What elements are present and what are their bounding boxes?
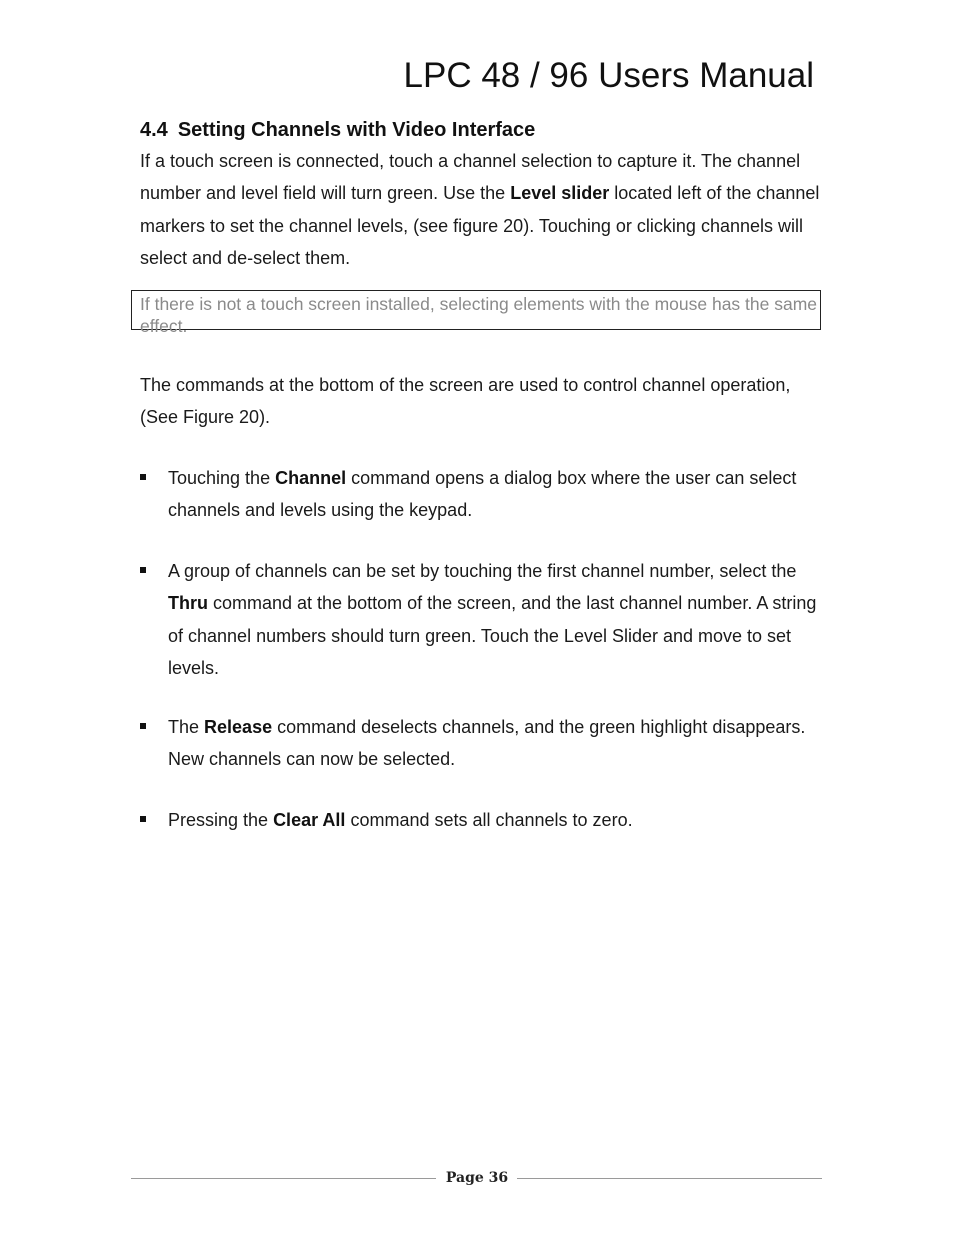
level-slider-term: Level slider: [510, 183, 610, 204]
section-title: Setting Channels with Video Interface: [177, 119, 536, 141]
note-text: If there is not a touch screen installed, selecting elements with the mouse has the same effect.: [140, 294, 818, 336]
bullet-square-icon: [140, 567, 146, 573]
bullet-text: [168, 804, 823, 836]
footer-divider-right: [517, 1178, 822, 1179]
bullet-text-before: Touching the: [168, 468, 276, 488]
section-heading: [140, 117, 535, 143]
bullet-text-before: The: [168, 717, 205, 737]
commands-intro-paragraph: The commands at the bottom of the screen are used to control channel operation, (See Figure 20).: [140, 375, 791, 428]
bullet-text: [168, 711, 823, 776]
thru-command-term: Thru: [168, 593, 208, 614]
intro-text-part2: located left of the channel markers to set the channel levels, (see figure 20). Touching or clicking channels will select and de-select them.: [140, 183, 820, 268]
intro-paragraph: [140, 145, 820, 274]
release-command-term: Release: [204, 717, 273, 737]
bullet-text: [168, 462, 823, 527]
bullet-square-icon: [140, 816, 146, 822]
intro-text-part1: If a touch screen is connected, touch a channel selection to capture it. The channel number and level field will turn green. Use the: [140, 151, 801, 204]
bullet-square-icon: [140, 474, 146, 480]
bullet-square-icon: [140, 723, 146, 729]
document-header-title: LPC 48 / 96 Users Manual: [403, 56, 814, 95]
bullet-text-after: command sets all channels to zero.: [345, 810, 633, 830]
bullet-text-before: Pressing the: [168, 810, 274, 830]
section-number: 4.4: [140, 119, 168, 141]
bullet-text-after: command opens a dialog box where the user can select channels and levels using the keypad.: [168, 468, 797, 521]
footer-divider-left: [131, 1178, 436, 1179]
bullet-text-before: A group of channels can be set by touching the first channel number, select the: [168, 561, 797, 581]
bullet-text: [168, 555, 823, 684]
channel-command-term: Channel: [275, 468, 347, 488]
bullet-text-after: command at the bottom of the screen, and the last channel number. A string of channel numbers should turn green. Touch the Level Slider and move to set levels.: [168, 593, 817, 678]
clear-all-command-term: Clear All: [273, 810, 346, 830]
page-number: Page 36: [445, 1170, 509, 1186]
note-box: [131, 290, 821, 336]
bullet-text-after: command deselects channels, and the green highlight disappears. New channels can now be selected.: [168, 717, 806, 770]
